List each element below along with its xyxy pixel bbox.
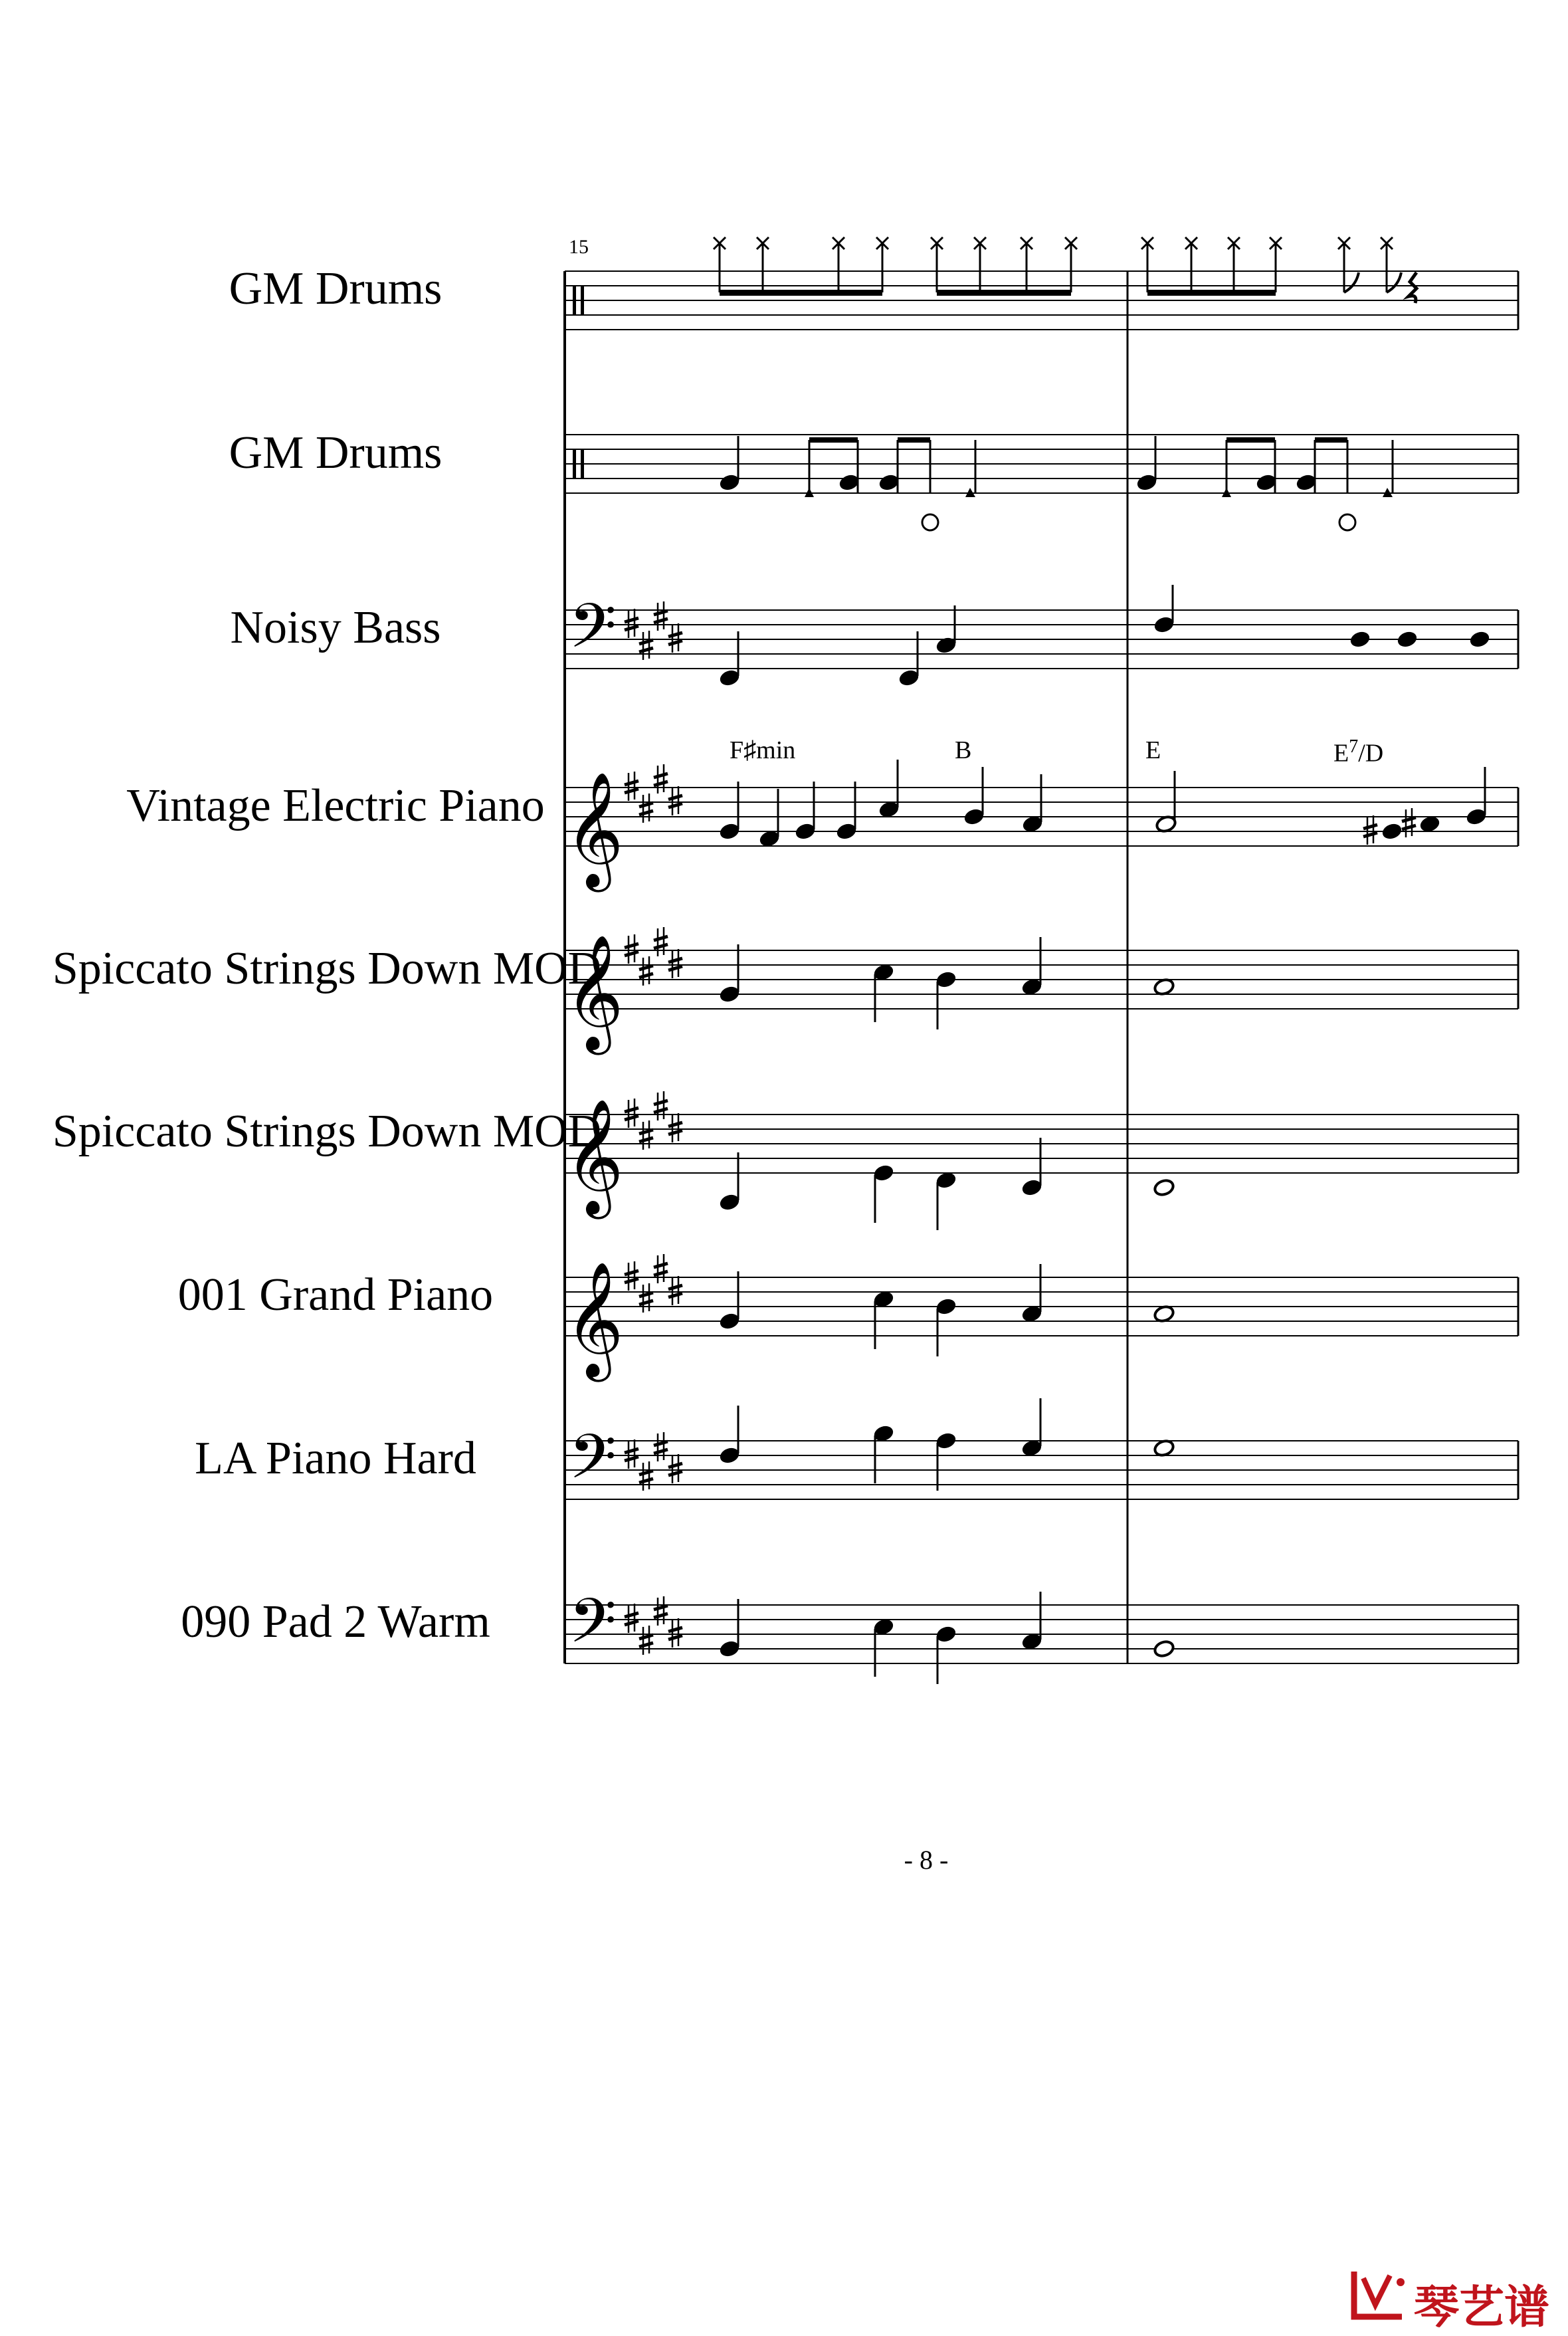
sharp-sign xyxy=(668,1285,682,1289)
beam xyxy=(1226,437,1275,443)
beam xyxy=(720,290,882,296)
sharp-sign xyxy=(668,1130,682,1134)
instrument-name: Vintage Electric Piano xyxy=(126,780,545,831)
sharp-sign xyxy=(654,1614,668,1618)
chord-symbol: B xyxy=(955,736,972,764)
cymbal-notehead xyxy=(1339,514,1355,530)
sharp-sign xyxy=(639,974,653,978)
sharp-sign xyxy=(654,782,668,786)
page-number: - 8 - xyxy=(904,1845,949,1875)
chord-symbol: E xyxy=(1145,736,1161,764)
percussion-clef xyxy=(581,286,584,315)
sharp-sign xyxy=(625,789,638,793)
sharp-sign xyxy=(639,1138,653,1142)
sharp-sign xyxy=(654,611,668,615)
sharp-sign xyxy=(625,1621,638,1625)
instrument-name: Spiccato Strings Down MOD xyxy=(52,1106,602,1157)
percussion-clef xyxy=(573,286,576,315)
note-head xyxy=(1153,1640,1175,1658)
instrument-name: LA Piano Hard xyxy=(195,1433,476,1484)
instrument-name: 090 Pad 2 Warm xyxy=(181,1596,490,1647)
sharp-sign xyxy=(639,1301,653,1305)
sharp-sign xyxy=(654,1441,668,1445)
bass-clef: 𝄢 xyxy=(569,1422,617,1508)
instrument-name: Spiccato Strings Down MOD xyxy=(52,943,602,994)
chord-symbol: $E^7/D$ xyxy=(1333,736,1384,768)
instrument-name: 001 Grand Piano xyxy=(177,1269,494,1321)
sharp-sign xyxy=(639,1471,653,1475)
sharp-sign xyxy=(639,640,653,644)
note-head xyxy=(1419,815,1440,833)
note-head xyxy=(1381,822,1403,841)
beam xyxy=(937,290,1071,296)
flag xyxy=(1387,272,1401,292)
measure-number: 15 xyxy=(569,236,589,258)
sharp-sign xyxy=(654,1449,668,1453)
note-head xyxy=(1153,1178,1175,1197)
chord-symbol: F♯min xyxy=(730,736,796,764)
sharp-sign xyxy=(625,952,638,956)
sharp-sign xyxy=(1402,817,1416,821)
sharp-sign xyxy=(625,626,638,630)
quarter-rest xyxy=(1409,272,1417,303)
treble-clef: 𝄞 xyxy=(565,1099,624,1214)
sharp-sign xyxy=(625,781,638,785)
sharp-sign xyxy=(668,803,682,807)
sharp-sign xyxy=(668,1636,682,1640)
bass-clef: 𝄢 xyxy=(569,591,617,677)
sharp-sign xyxy=(668,1293,682,1297)
sharp-sign xyxy=(639,1479,653,1483)
sharp-sign xyxy=(1402,825,1416,829)
sharp-sign xyxy=(639,1293,653,1297)
sharp-sign xyxy=(668,966,682,970)
sharp-sign xyxy=(1363,833,1377,837)
sharp-sign xyxy=(668,796,682,799)
sharp-sign xyxy=(625,1116,638,1120)
sharp-sign xyxy=(625,1279,638,1283)
treble-clef: 𝄞 xyxy=(565,934,624,1050)
sharp-sign xyxy=(654,944,668,948)
sharp-sign xyxy=(625,1271,638,1275)
note-head xyxy=(1396,630,1418,649)
beam xyxy=(1315,437,1347,443)
sharp-sign xyxy=(639,966,653,970)
sharp-sign xyxy=(639,648,653,652)
sharp-sign xyxy=(639,811,653,815)
sharp-sign xyxy=(668,1463,682,1467)
sharp-sign xyxy=(654,1109,668,1113)
sharp-sign xyxy=(639,1130,653,1134)
sharp-sign xyxy=(639,803,653,807)
sharp-sign xyxy=(668,958,682,962)
sharp-sign xyxy=(625,618,638,622)
treble-clef: 𝄞 xyxy=(565,772,624,887)
instrument-name: Noisy Bass xyxy=(230,602,441,653)
sharp-sign xyxy=(625,1108,638,1112)
treble-clef: 𝄞 xyxy=(565,1261,624,1377)
beam xyxy=(898,437,930,443)
sharp-sign xyxy=(639,1643,653,1647)
sharp-sign xyxy=(668,633,682,637)
brand-text: 琴艺谱 xyxy=(1414,2282,1550,2334)
note-head xyxy=(1153,1439,1175,1457)
sharp-sign xyxy=(654,774,668,778)
note-head xyxy=(1153,1305,1175,1323)
sharp-sign xyxy=(654,619,668,623)
beam xyxy=(1147,290,1276,296)
sharp-sign xyxy=(654,1101,668,1105)
instrument-name: GM Drums xyxy=(229,427,442,478)
sharp-sign xyxy=(668,641,682,645)
sharp-sign xyxy=(625,1457,638,1461)
sharp-sign xyxy=(625,1613,638,1617)
flag xyxy=(1344,272,1359,292)
sharp-sign xyxy=(654,1263,668,1267)
sharp-sign xyxy=(654,936,668,940)
note-head xyxy=(1153,978,1175,996)
note-head xyxy=(1468,630,1490,649)
beam xyxy=(809,437,858,443)
sharp-sign xyxy=(668,1471,682,1475)
percussion-clef xyxy=(581,449,584,478)
sharp-sign xyxy=(625,1449,638,1453)
sharp-sign xyxy=(668,1122,682,1126)
sharp-sign xyxy=(654,1606,668,1610)
sharp-sign xyxy=(639,1635,653,1639)
percussion-clef xyxy=(573,449,576,478)
sharp-sign xyxy=(654,1271,668,1275)
instrument-name: GM Drums xyxy=(229,263,442,314)
note-head xyxy=(1349,630,1371,649)
sharp-sign xyxy=(625,944,638,948)
cymbal-notehead xyxy=(922,514,938,530)
sharp-sign xyxy=(1363,825,1377,829)
bass-clef: 𝄢 xyxy=(569,1586,617,1672)
sharp-sign xyxy=(668,1628,682,1632)
